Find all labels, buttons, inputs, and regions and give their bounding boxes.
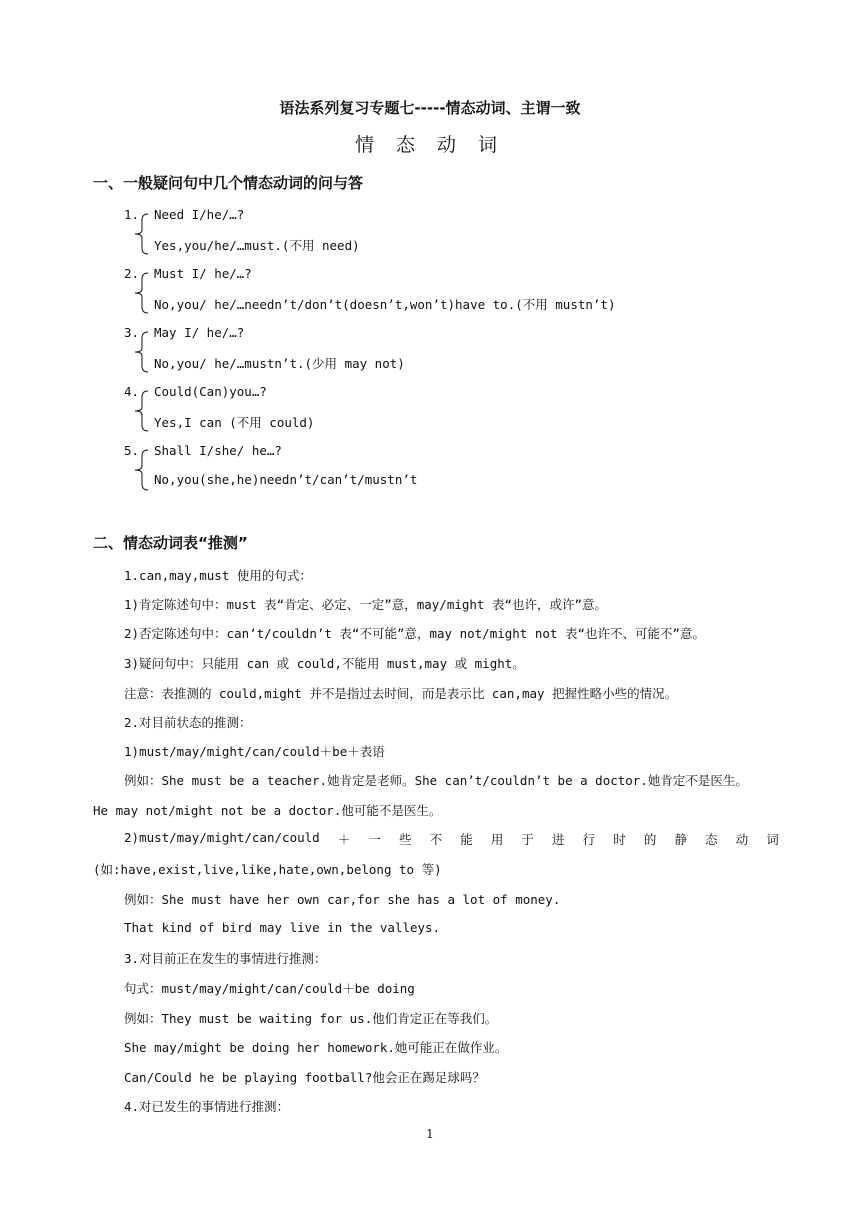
qa-item [124, 443, 764, 499]
paragraph-line: 句式：must/may/might/can/could＋be doing [124, 981, 415, 996]
brace-icon [132, 271, 150, 315]
section-2-heading: 二、情态动词表“推测” [93, 534, 248, 552]
word-token: 静 [674, 832, 687, 847]
brace-icon [132, 330, 150, 374]
word-token: 些 [398, 832, 412, 847]
qa-item [124, 266, 764, 322]
qa-number: 4. [124, 384, 140, 399]
word-token: 2)must/may/might/can/could [124, 830, 320, 845]
word-token: 态 [705, 832, 718, 847]
paragraph-line: 1)must/may/might/can/could＋be＋表语 [124, 744, 385, 759]
document-title: 语法系列复习专题七-----情态动词、主谓一致 [279, 99, 581, 117]
word-token: 的 [643, 832, 657, 847]
qa-answer: Yes,you/he/…must.(不用 need) [154, 238, 360, 253]
qa-question: Could(Can)you…? [154, 384, 267, 399]
qa-item [124, 207, 764, 263]
paragraph-line: 3.对目前正在发生的事情进行推测： [124, 951, 327, 966]
word-token: ＋ [337, 832, 351, 847]
paragraph-line: 4.对已发生的事情进行推测： [124, 1099, 290, 1114]
paragraph-line: Can/Could he be playing football?他会正在踢足球吗？ [124, 1070, 485, 1085]
word-token: 能 [460, 832, 473, 847]
qa-number: 5. [124, 443, 140, 458]
paragraph-line: 2.对目前状态的推测： [124, 715, 252, 730]
paragraph-line: 2)否定陈述句中：can’t/couldn’t 表“不可能”意，may not/might not 表“也许不、可能不”意。 [124, 626, 706, 641]
qa-question: Shall I/she/ he…? [154, 443, 282, 458]
paragraph-line: She may/might be doing her homework.她可能正在做作业。 [124, 1040, 508, 1055]
justified-line [124, 830, 779, 848]
word-token: 进 [552, 832, 565, 847]
qa-question: Must I/ he/…? [154, 266, 252, 281]
qa-number: 2. [124, 266, 140, 281]
qa-answer: No,you/ he/…mustn’t.(少用 may not) [154, 356, 405, 371]
word-token: 于 [521, 832, 534, 847]
qa-item [124, 325, 764, 381]
qa-question: May I/ he/…? [154, 325, 245, 340]
paragraph-line: 1)肯定陈述句中：must 表“肯定、必定、一定”意，may/might 表“也许，或许”意。 [124, 597, 608, 612]
page-number: 1 [426, 1127, 434, 1141]
qa-answer: No,you/ he/…needn’t/don’t(doesn’t,won’t)have to.(不用 mustn’t) [154, 297, 616, 312]
brace-icon [132, 389, 150, 433]
section-1-heading: 一、一般疑问句中几个情态动词的问与答 [93, 174, 364, 192]
paragraph-line: That kind of bird may live in the valleys. [124, 920, 441, 935]
word-token: 不 [429, 832, 443, 847]
qa-number: 1. [124, 207, 140, 222]
word-token: 时 [613, 832, 626, 847]
qa-answer: Yes,I can (不用 could) [154, 415, 315, 430]
paragraph-line: (如:have,exist,live,like,hate,own,belong to 等) [93, 862, 442, 877]
brace-icon [132, 212, 150, 256]
word-token: 行 [582, 832, 596, 847]
paragraph-line: 例如：She must be a teacher.她肯定是老师。She can’t/couldn’t be a doctor.她肯定不是医生。 [124, 773, 748, 788]
paragraph-line: 1.can,may,must 使用的句式： [124, 568, 312, 583]
qa-number: 3. [124, 325, 140, 340]
qa-item [124, 384, 764, 440]
qa-question: Need I/he/…? [154, 207, 245, 222]
brace-icon [132, 448, 150, 492]
paragraph-line: 注意：表推测的 could,might 并不是指过去时间，而是表示比 can,may 把握性略小些的情况。 [124, 686, 678, 701]
word-token: 用 [490, 832, 504, 847]
qa-answer: No,you(she,he)needn’t/can’t/mustn’t [154, 472, 418, 487]
word-token: 动 [735, 832, 749, 847]
word-token: 词 [766, 832, 779, 847]
document-subtitle: 情 态 动 词 [354, 134, 506, 156]
word-token: 一 [368, 832, 381, 847]
paragraph-line: He may not/might not be a doctor.他可能不是医生。 [93, 803, 442, 818]
paragraph-line: 例如：They must be waiting for us.他们肯定正在等我们。 [124, 1011, 498, 1026]
paragraph-line: 例如：She must have her own car,for she has a lot of money. [124, 892, 561, 907]
paragraph-line: 3)疑问句中：只能用 can 或 could,不能用 must,may 或 might。 [124, 656, 525, 671]
